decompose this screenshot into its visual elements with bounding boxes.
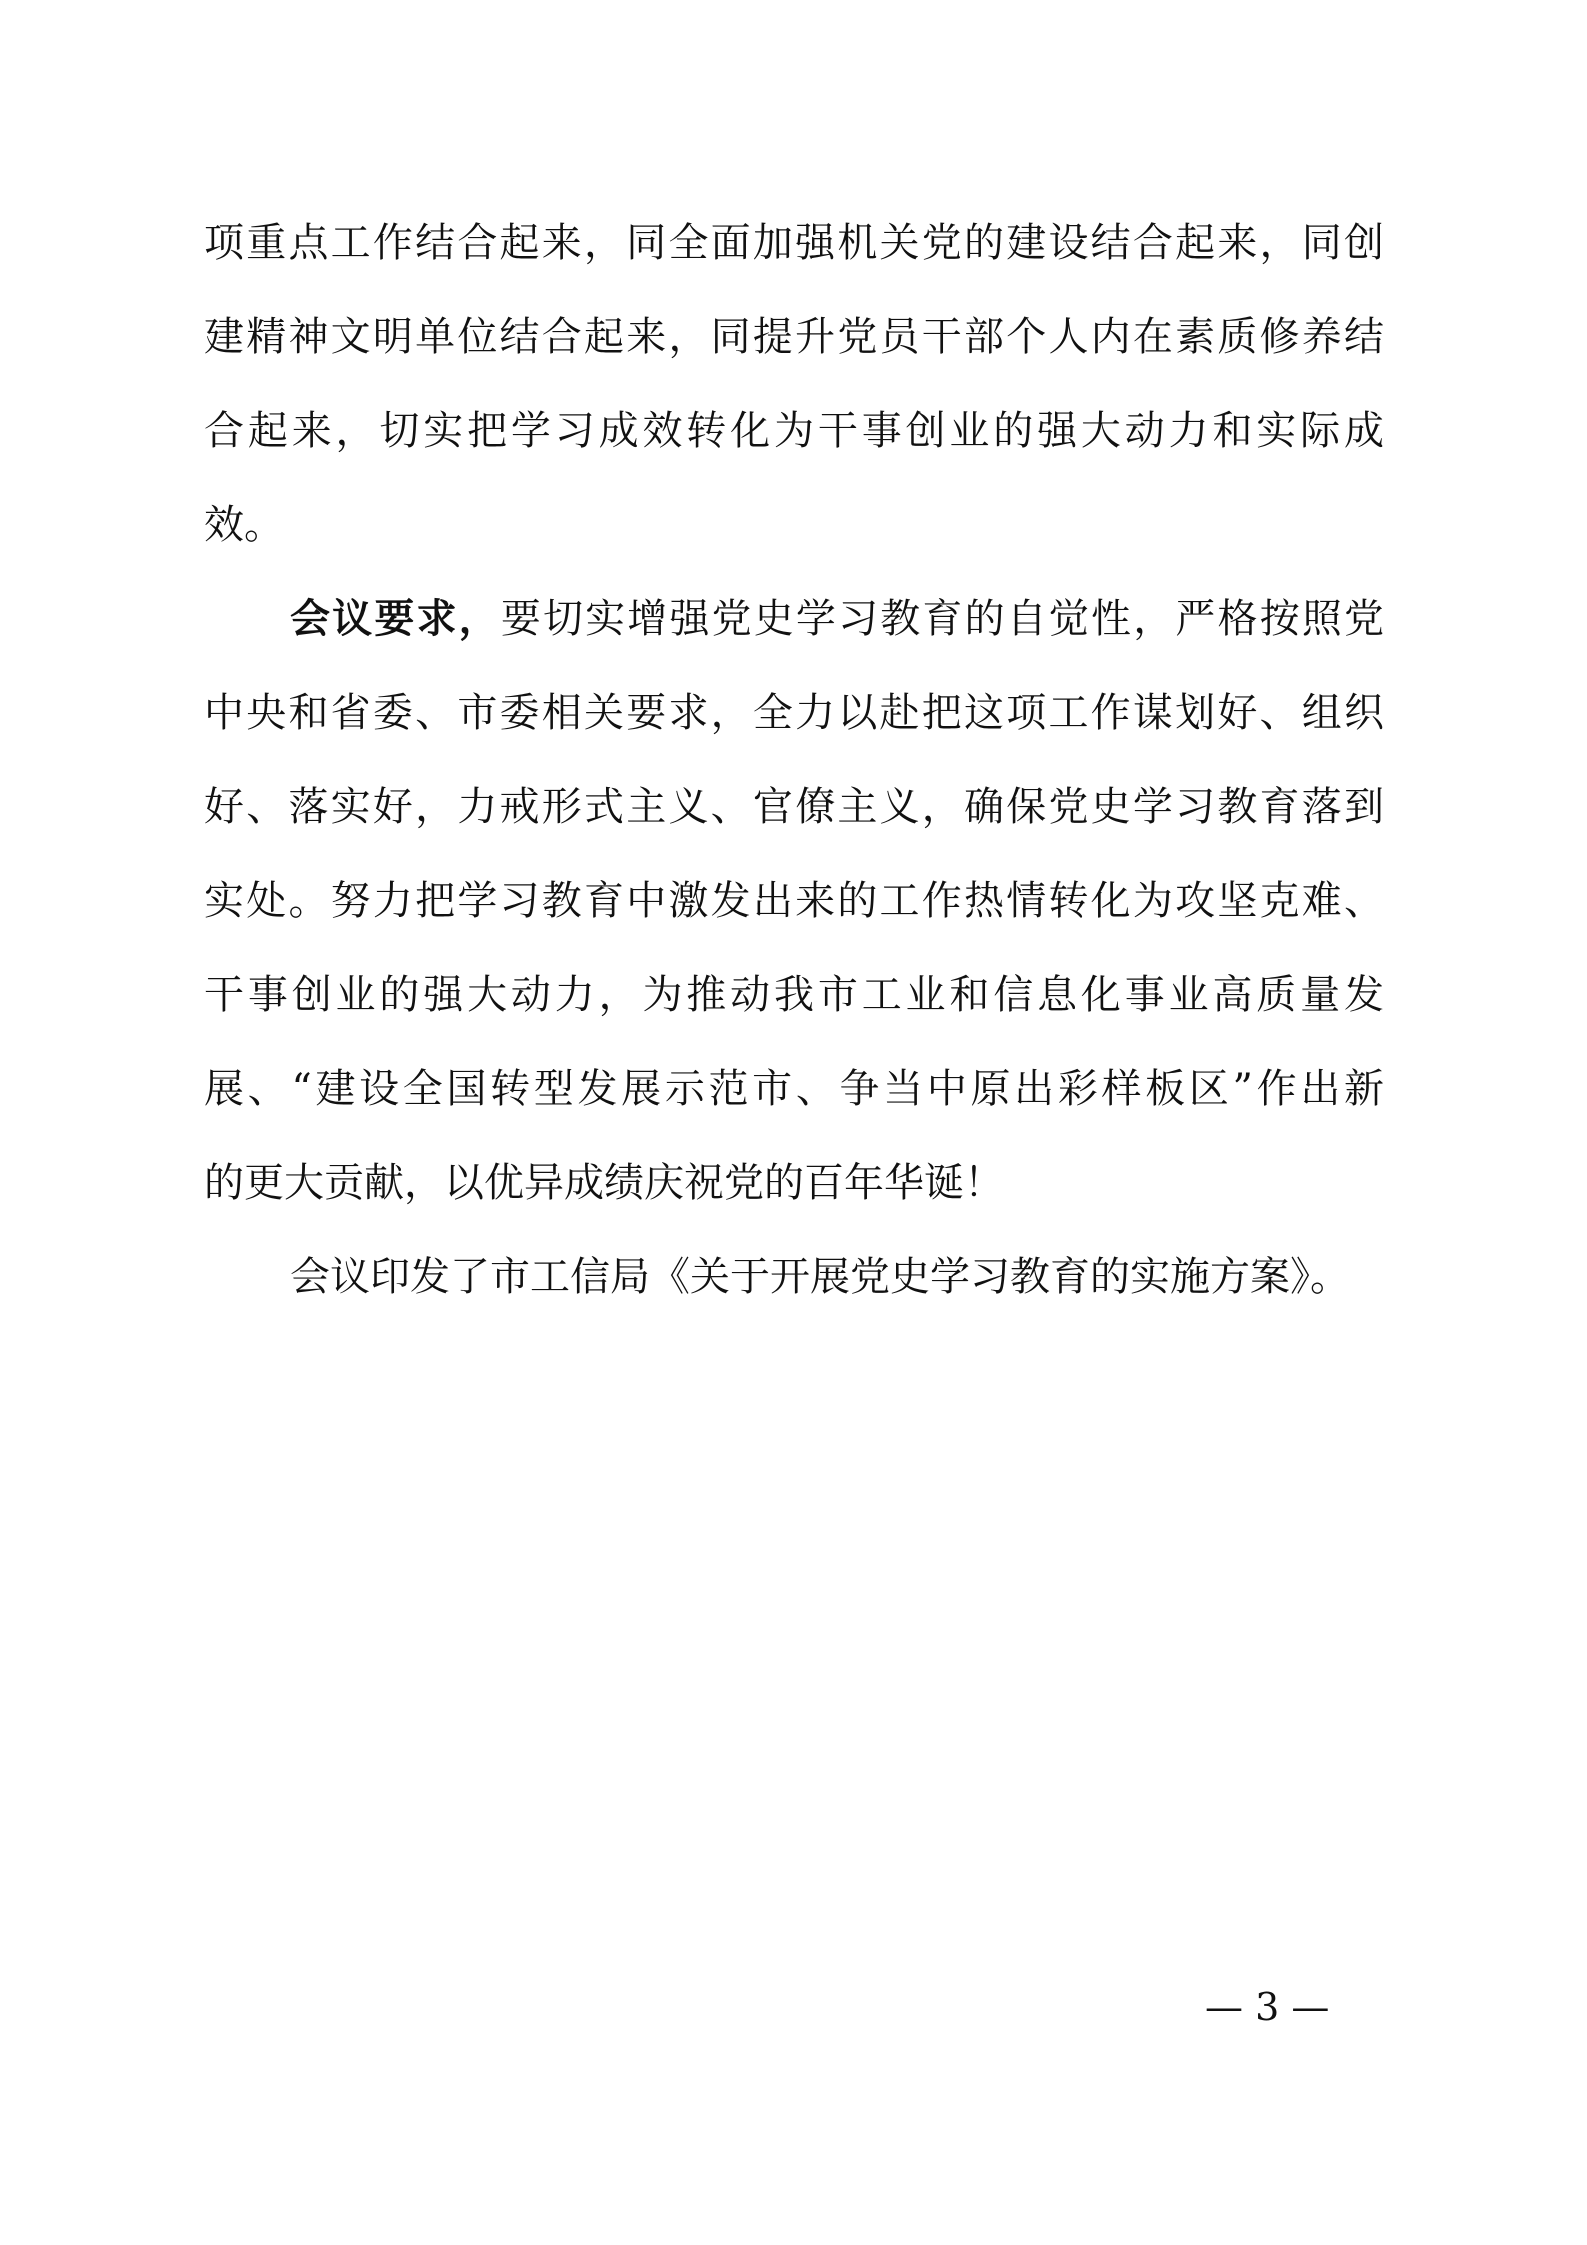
- text-line: 干事创业的强大动力，为推动我市工业和信息化事业高质量发: [204, 972, 1384, 1018]
- text-line: 展、“建设全国转型发展示范市、争当中原出彩样板区”作出新: [204, 1066, 1384, 1112]
- body-text: [204, 196, 1384, 1324]
- text-line: 会议印发了市工信局《关于开展党史学习教育的实施方案》。: [290, 1254, 1350, 1300]
- text-line: 的更大贡献，以优异成绩庆祝党的百年华诞！: [204, 1160, 1004, 1206]
- text-line: 项重点工作结合起来，同全面加强机关党的建设结合起来，同创: [204, 220, 1384, 266]
- text-line: 实处。努力把学习教育中激发出来的工作热情转化为攻坚克难、: [204, 878, 1384, 924]
- paragraph-1: [204, 196, 1384, 572]
- text-line: 好、落实好，力戒形式主义、官僚主义，确保党史学习教育落到: [204, 784, 1384, 830]
- text-line: 中央和省委、市委相关要求，全力以赴把这项工作谋划好、组织: [204, 690, 1384, 736]
- page-number: — 3 —: [1205, 1985, 1330, 2029]
- text-line: 建精神文明单位结合起来，同提升党员干部个人内在素质修养结: [204, 314, 1384, 360]
- paragraph-3: [204, 1230, 1384, 1324]
- text-line: 效。: [204, 502, 284, 548]
- text-line: [204, 572, 1384, 666]
- paragraph-lead-text: 要切实增强党史学习教育的自觉性，严格按照党: [500, 596, 1385, 642]
- paragraph-2: [204, 572, 1384, 1230]
- meeting-requirement-heading: 会议要求，: [290, 595, 501, 642]
- text-line: 合起来，切实把学习成效转化为干事创业的强大动力和实际成: [204, 408, 1384, 454]
